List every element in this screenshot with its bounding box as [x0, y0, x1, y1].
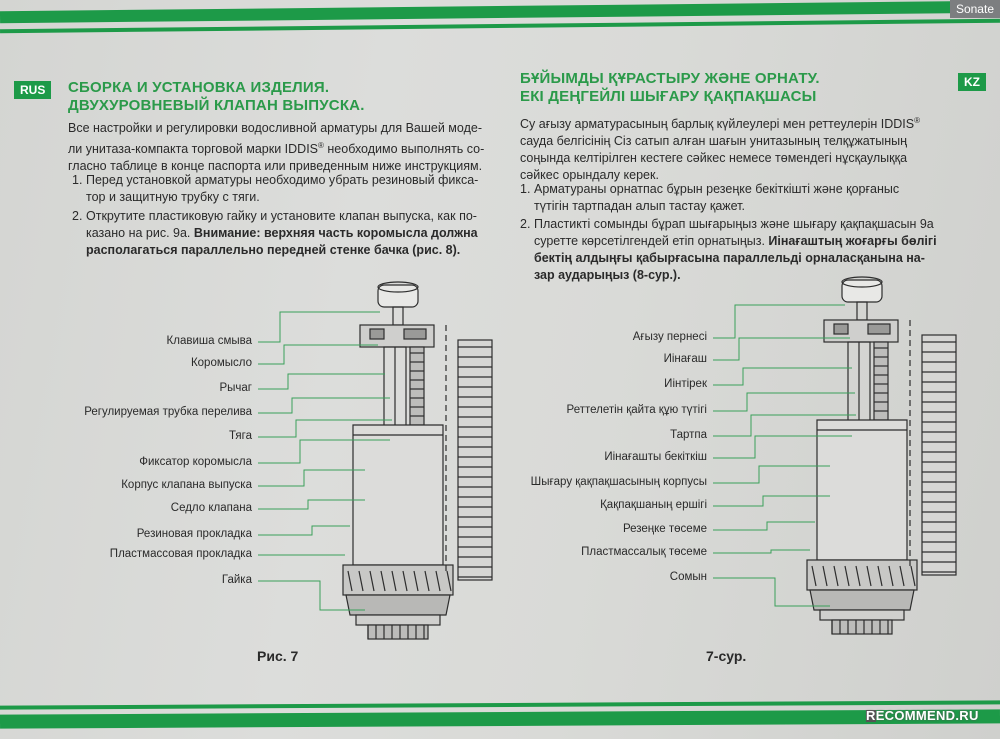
left-rocker-block-2: [404, 329, 426, 339]
right-intro-line-1: Су ағызу арматурасының барлық күйлеулері мен реттеулерін IDDIS®: [520, 116, 921, 132]
leader-line-kz-8: [713, 496, 830, 506]
right-rocker-block: [834, 324, 848, 334]
figure-caption-rus: Рис. 7: [257, 648, 299, 664]
left-valve: [343, 282, 492, 639]
right-valve: [807, 277, 956, 634]
leader-line-rus-8: [258, 500, 365, 509]
leader-line-kz-9: [713, 522, 815, 530]
label-kz-11: Сомын: [669, 571, 707, 583]
left-button-stem: [393, 307, 403, 325]
language-tag-rus: RUS: [14, 81, 51, 99]
left-title-line-1: СБОРКА И УСТАНОВКА ИЗДЕЛИЯ.: [68, 79, 330, 96]
left-nut: [368, 625, 428, 639]
right-rocker-block-2: [868, 324, 890, 334]
right-step-1: 1. Арматураны орнатпас бұрын резеңке бекіткішті және қорғаныс түтігін тартпадан алып тастау қажет.: [520, 182, 900, 213]
left-intro-line-1: Все настройки и регулировки водосливной арматуры для Вашей моде-: [68, 121, 482, 135]
left-intro-line-3: гласно таблице в конце паспорта или приведенным ниже инструкциям.: [68, 159, 483, 174]
label-kz-1: Ағызу пернесі: [632, 331, 707, 343]
right-button-stem: [857, 302, 867, 320]
right-nut: [832, 620, 892, 634]
label-rus-2: Коромысло: [190, 357, 252, 369]
label-rus-10: Пластмассовая прокладка: [109, 548, 252, 560]
left-intro-line-2: ли унитаза-компакта торговой марки IDDIS® необходимо выполнять со-: [68, 141, 485, 157]
label-rus-3: Рычаг: [219, 382, 252, 394]
right-side-float: [922, 335, 956, 575]
leader-line-rus-4: [258, 398, 390, 413]
label-rus-1: Клавиша смыва: [166, 335, 252, 347]
label-rus-11: Гайка: [221, 574, 252, 586]
label-kz-5: Тартпа: [670, 429, 707, 441]
label-kz-2: Иінағаш: [663, 353, 707, 365]
label-kz-10: Пластмассалық төсеме: [581, 546, 707, 558]
leader-line-rus-3: [258, 374, 385, 389]
right-title-line-1: БҰЙЫМДЫ ҚҰРАСТЫРУ ЖӘНЕ ОРНАТУ.: [520, 70, 820, 87]
leader-line-kz-7: [713, 466, 830, 483]
figure-caption-kz: 7-сур.: [706, 648, 747, 664]
leader-line-rus-9: [258, 526, 350, 535]
leader-line-kz-3: [713, 368, 852, 385]
left-gasket: [346, 595, 450, 615]
language-tag-kz: KZ: [958, 73, 986, 91]
label-rus-4: Регулируемая трубка перелива: [84, 406, 252, 418]
leader-line-rus-2: [258, 345, 378, 364]
label-rus-6: Фиксатор коромысла: [139, 456, 252, 468]
right-intro-line-2: сауда белгісінің Сіз сатып алған шағын унитазының телқұжатының: [520, 134, 907, 149]
label-kz-9: Резеңке төсеме: [622, 523, 707, 535]
label-rus-5: Тяга: [229, 430, 252, 442]
right-title-line-2: ЕКІ ДЕҢГЕЙЛІ ШЫҒАРУ ҚАҚПАҚШАСЫ: [520, 88, 817, 105]
right-step-2: 2. Пластикті сомынды бұрап шығарыңыз және шығару қақпақшасын 9а суретте көрсетілгендей етіп орнатыңыз. Иінағаштың жоғарғы бөлігі бектің алдыңғы қабырғасына параллельді орналасқанына на- зар аударыңыз (8-сур.).: [520, 217, 937, 282]
right-gasket: [810, 590, 914, 610]
right-intro-line-3: соңында келтірілген кестеге сәйкес немесе төмендегі нұсқаулыққа: [520, 151, 908, 166]
label-kz-7: Шығару қақпақшасының корпусы: [530, 476, 707, 488]
left-side-float: [458, 340, 492, 580]
right-plastic-gasket: [820, 610, 904, 620]
left-rocker-block: [370, 329, 384, 339]
right-intro-line-4: сәйкес орындалу керек.: [520, 168, 659, 183]
leader-line-kz-4: [713, 393, 855, 411]
label-kz-4: Реттелетін қайта құю түтігі: [566, 404, 707, 416]
label-kz-3: Иінтірек: [664, 378, 707, 390]
label-rus-8: Седло клапана: [170, 502, 252, 514]
left-flush-button: [378, 285, 418, 307]
leader-line-rus-7: [258, 470, 365, 486]
right-flush-button: [842, 280, 882, 302]
label-kz-6: Иінағашты бекіткіш: [604, 451, 707, 463]
left-valve-seat: [343, 565, 453, 595]
label-rus-7: Корпус клапана выпуска: [121, 479, 252, 491]
label-rus-9: Резиновая прокладка: [136, 528, 252, 540]
label-kz-8: Қақпақшаның ершігі: [600, 499, 707, 511]
left-step-1: 1. Перед установкой арматуры необходимо убрать резиновый фикса- тор и защитную трубку с тяги.: [72, 173, 479, 204]
left-title-line-2: ДВУХУРОВНЕВЫЙ КЛАПАН ВЫПУСКА.: [68, 97, 365, 114]
watermark-logo: RECOMMEND.RU: [866, 708, 979, 723]
left-plastic-gasket: [356, 615, 440, 625]
right-valve-seat: [807, 560, 917, 590]
leader-line-kz-10: [713, 550, 810, 553]
sonate-badge: Sonate: [950, 0, 1000, 18]
left-step-2: 2. Открутите пластиковую гайку и установите клапан выпуска, как по- казано на рис. 9а. Внимание: верхняя часть коромысла должна располагаться параллельно передней стенке бачка (рис. 8).: [72, 209, 478, 257]
left-valve-body: [353, 425, 443, 565]
right-valve-body: [817, 420, 907, 560]
